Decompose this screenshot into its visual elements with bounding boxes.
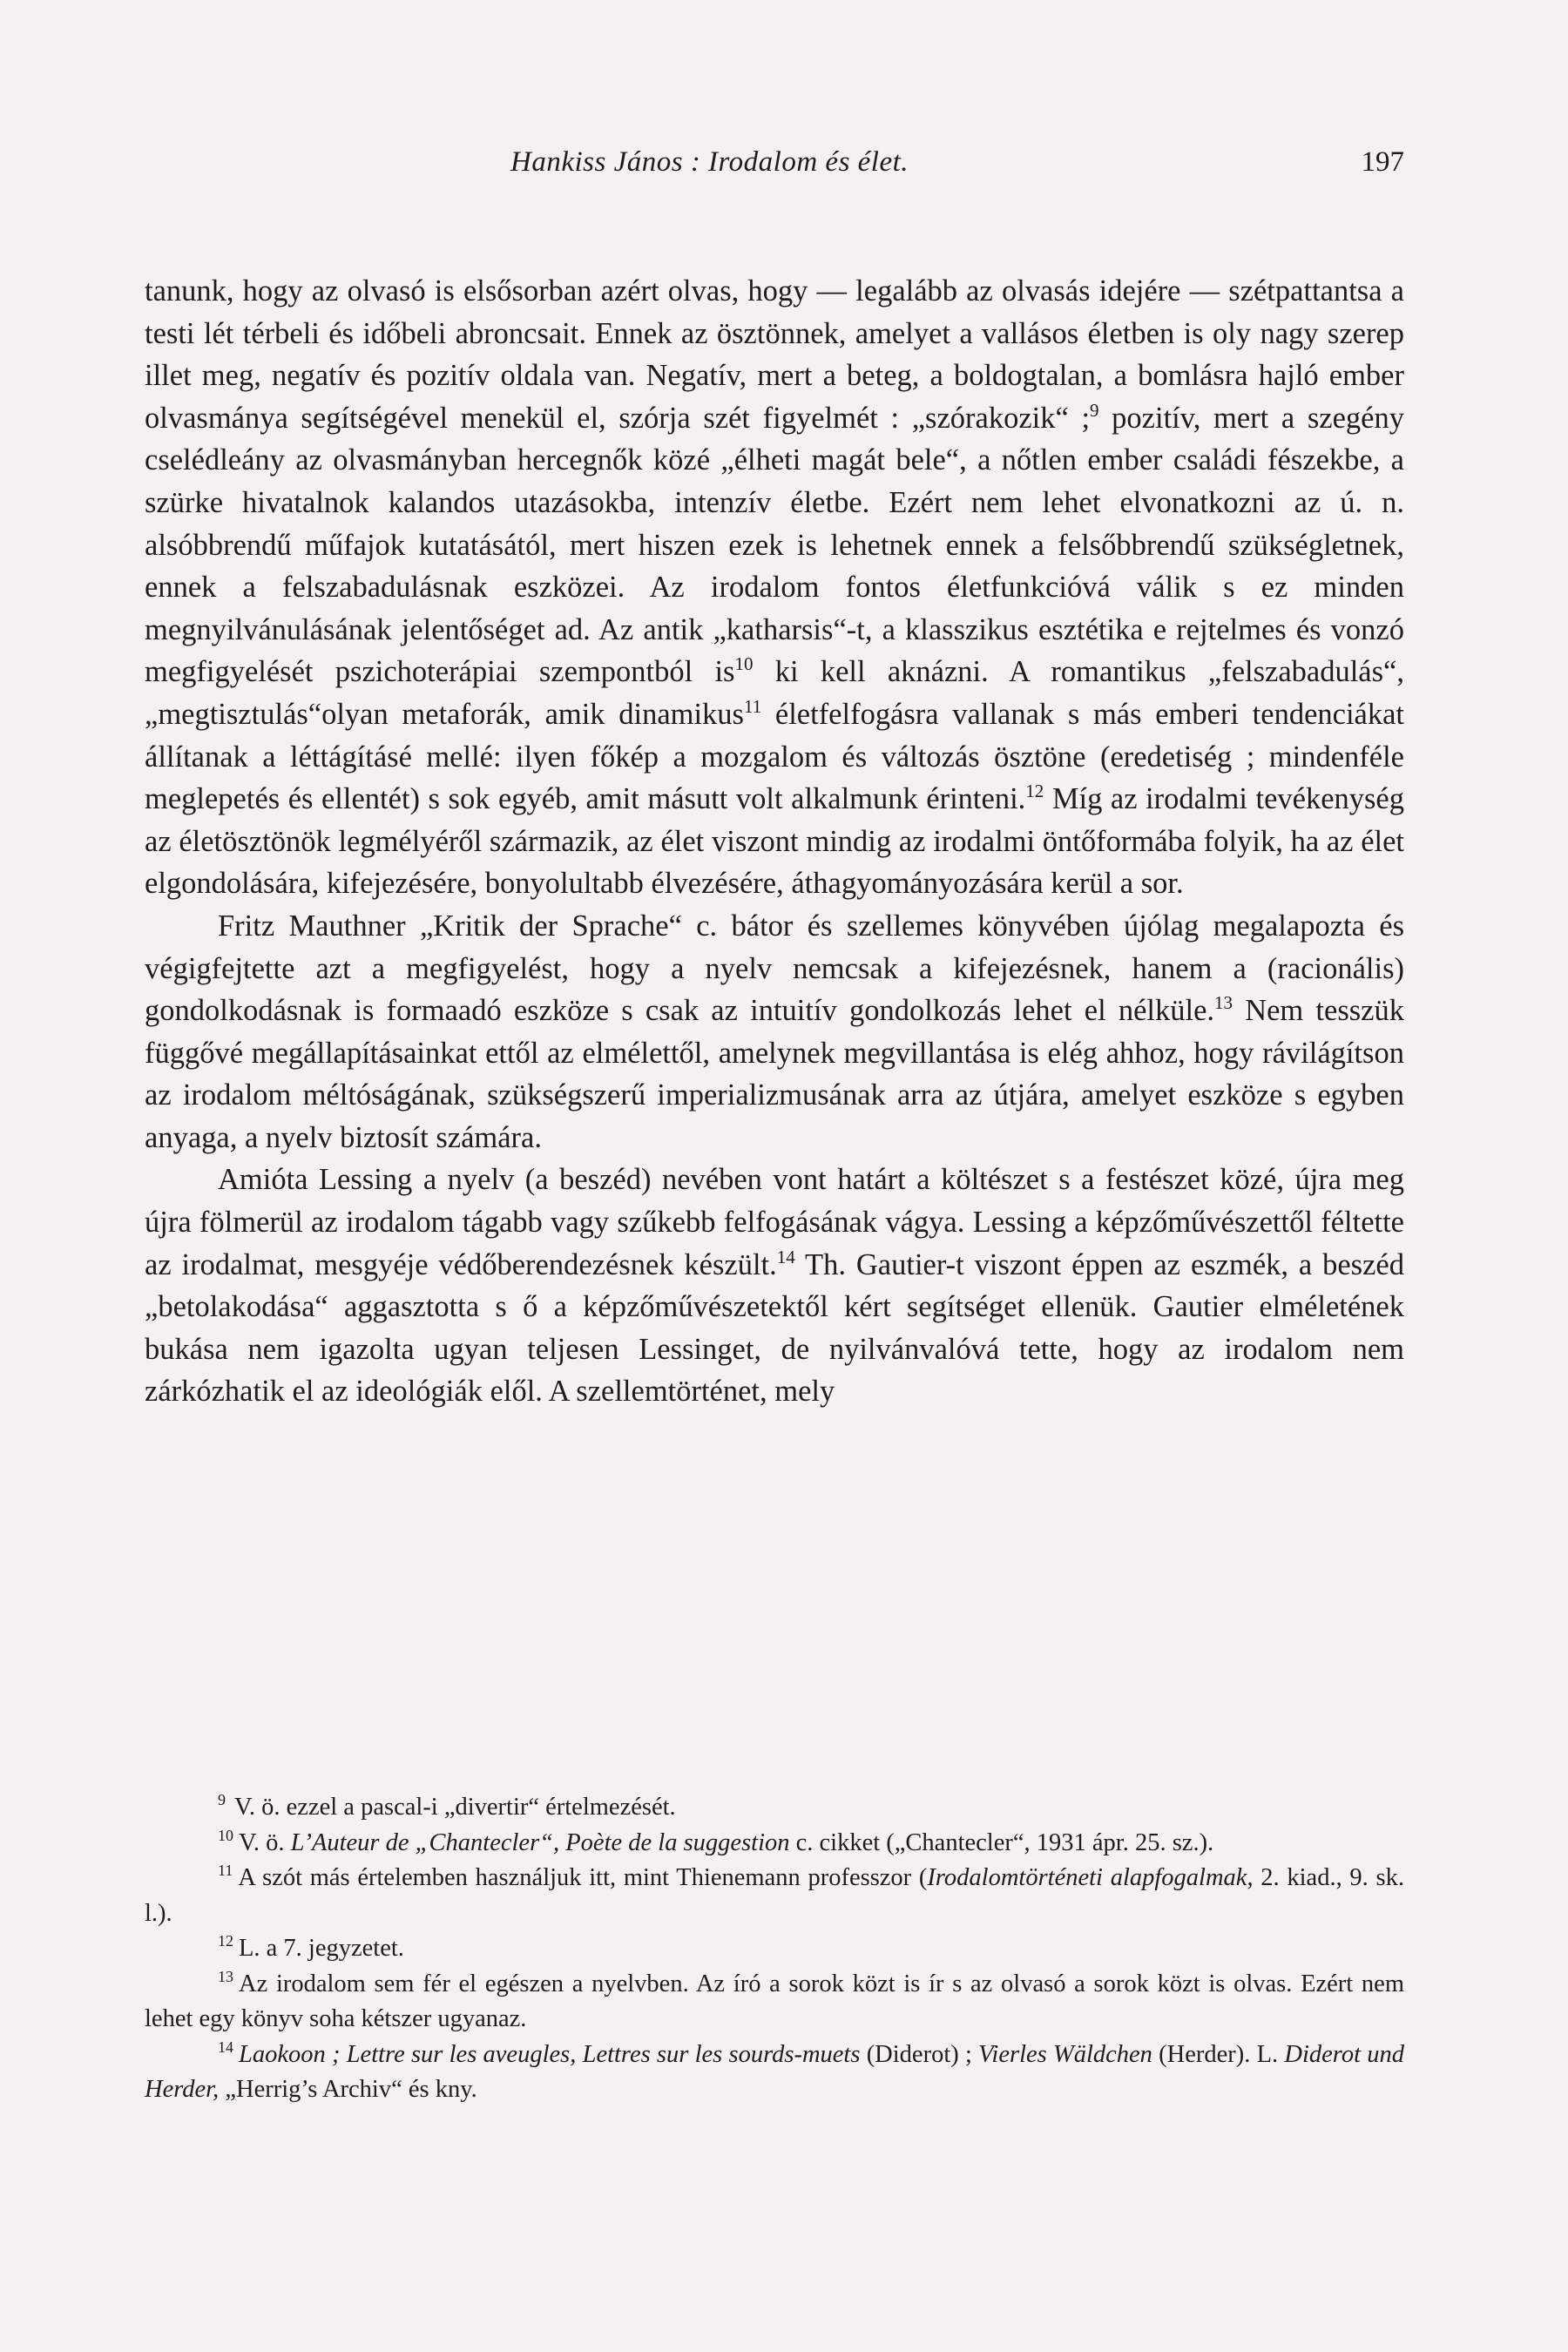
running-title: Hankiss János : Irodalom és élet. (510, 146, 909, 178)
paragraph-1-text-4: életfelfogásra vallanak s más emberi tendenciákat állítanak a léttágításé mellé: ilyen főkép a mozgalom és változás ösztöne (eredetiség ; mindenféle meglepetés és ellentét) s sok egyéb, amit másutt volt alkalmunk érinteni. (145, 697, 1404, 816)
footnote-10 (145, 1826, 1404, 1862)
footnote-12 (145, 1931, 1404, 1967)
footnote-9 (145, 1790, 1404, 1826)
footnote-number: 10 (218, 1826, 233, 1844)
footnote-title-italic: L’Auteur de „Chantecler“, Poète de la suggestion (290, 1828, 790, 1856)
footnote-text: V. ö. ezzel a pascal-i „divertir“ értelmezését. (234, 1794, 676, 1821)
footnote-text: , 2. kiad., 9. sk. l.). (145, 1864, 1404, 1927)
footnote-number: 11 (218, 1862, 233, 1879)
paragraph-3-text-1: Amióta Lessing a nyelv (a beszéd) nevében vont határt a költészet s a festészet közé, újra meg újra fölmerül az irodalom tágabb vagy szűkebb felfogásának vágya. Lessing a képzőművészettől féltette az irodalmat, mesgyéje védőberendezésnek készült. (145, 1163, 1404, 1281)
paragraph-3-text-2: Th. Gautier-t viszont éppen az eszmék, a beszéd „betolakodása“ aggasztotta s ő a képzőművészetektől kért segítséget ellenük. Gautier elméletének bukása nem igazolta ugyan teljesen Lessinget, de nyilvánvalóvá tette, hogy az irodalom nem zárkózhatik el az ideológiák elől. A szellemtörténet, mely (145, 1247, 1404, 1409)
footnote-ref-12: 12 (1025, 781, 1044, 802)
footnote-14 (145, 2038, 1404, 2108)
footnote-text: Az irodalom sem fér el egészen a nyelvben. Az író a sorok közt is ír s az olvasó a sorok közt is olvas. Ezért nem lehet egy könyv soha kétszer ugyanaz. (145, 1970, 1404, 2032)
footnote-text: „Herrig’s Archiv“ és kny. (219, 2076, 477, 2103)
footnote-title-italic: Laokoon ; Lettre sur les aveugles, Lettres sur les sourds-muets (239, 2040, 861, 2068)
footnote-title-italic: Vierles Wäldchen (978, 2040, 1152, 2068)
footnote-text: (Herder). L. (1152, 2040, 1285, 2068)
footnote-text: (Diderot) ; (860, 2040, 979, 2068)
footnote-title-italic: Irodalomtörténeti alapfogalmak (927, 1864, 1247, 1891)
page-header (145, 146, 1404, 190)
paragraph-1-text-2: pozitív, mert a szegény cselédleány az olvasmányban hercegnők közé „élheti magát bele“, a nőtlen ember családi fészekbe, a szürke hivatalnok kalandos utazásokba, intenzív életbe. Ezért nem lehet elvonatkozni az ú. n. alsóbbrendű műfajok kutatásától, mert hiszen ezek is lehetnek ennek a felsőbbrendű szükségletnek, ennek a felszabadulásnak eszközei. Az irodalom fontos életfunkcióvá válik s ez minden megnyilvánulásának jelentőséget ad. Az antik „katharsis“-t, a klasszikus esztétika e rejtelmes és vonzó megfigyelését pszichoterápiai szempontból is (145, 401, 1404, 689)
footnotes (145, 1790, 1404, 2108)
page-number: 197 (1361, 146, 1404, 178)
footnote-text: c. cikket („Chantecler“, 1931 ápr. 25. sz.). (789, 1828, 1214, 1856)
paragraph-3 (145, 1159, 1404, 1413)
paragraph-2-text-2: Nem tesszük függővé megállapításainkat ettől az elmélettől, amelynek megvillantása is elég ahhoz, hogy rávilágítson az irodalom méltóságának, szükségszerű imperializmusának arra az útjára, amelyet eszköze s egyben anyaga, a nyelv biztosít számára. (145, 994, 1404, 1154)
paragraph-2 (145, 905, 1404, 1159)
paragraph-2-text-1: Fritz Mauthner „Kritik der Sprache“ c. bátor és szellemes könyvében újólag megalapozta és végigfejtette azt a megfigyelést, hogy a nyelv nemcsak a kifejezésnek, hanem a (racionális) gondolkodásnak is formaadó eszköze s csak az intuitív gondolkozás lehet el nélküle. (145, 909, 1404, 1028)
paragraph-1 (145, 270, 1404, 905)
footnote-ref-9: 9 (1090, 399, 1099, 421)
footnote-number: 13 (218, 1967, 233, 1985)
footnote-text: V. ö. (239, 1828, 291, 1856)
footnote-text: L. a 7. jegyzetet. (239, 1935, 404, 1962)
footnote-ref-13: 13 (1214, 992, 1233, 1014)
footnote-ref-11: 11 (743, 695, 762, 717)
footnote-number: 14 (218, 2038, 233, 2056)
footnote-ref-14: 14 (776, 1246, 795, 1267)
footnote-13 (145, 1967, 1404, 2038)
paragraph-1-text-1: tanunk, hogy az olvasó is elsősorban azért olvas, hogy — legalább az olvasás idejére — szétpattantsa a testi lét térbeli és időbeli abroncsait. Ennek az ösztönnek, amelyet a vallásos életben is oly nagy szerep illet meg, negatív és pozitív oldala van. Negatív, mert a beteg, a boldogtalan, a bomlásra hajló ember olvasmánya segítségével menekül el, szórja szét figyelmét : „szórakozik“ ; (145, 274, 1404, 435)
footnote-number: 12 (218, 1932, 233, 1950)
footnote-11 (145, 1861, 1404, 1931)
footnote-number: 9 (218, 1791, 226, 1808)
footnote-title-italic: Diderot und Herder, (145, 2040, 1404, 2103)
paragraph-1-text-5: Míg az irodalmi tevékenység az életösztönök legmélyéről származik, az élet viszont mindig az irodalmi öntőformába folyik, ha az élet elgondolására, kifejezésére, bonyolultabb élvezésére, áthagyományozására kerül a sor. (145, 782, 1404, 901)
main-text (145, 270, 1404, 1413)
footnote-ref-10: 10 (734, 653, 754, 675)
footnote-text: A szót más értelemben használjuk itt, mint Thienemann professzor ( (238, 1864, 928, 1891)
paragraph-1-text-3: ki kell aknázni. A romantikus „felszabadulás“, „megtisztulás“olyan metaforák, amik dinamikus (145, 655, 1404, 731)
